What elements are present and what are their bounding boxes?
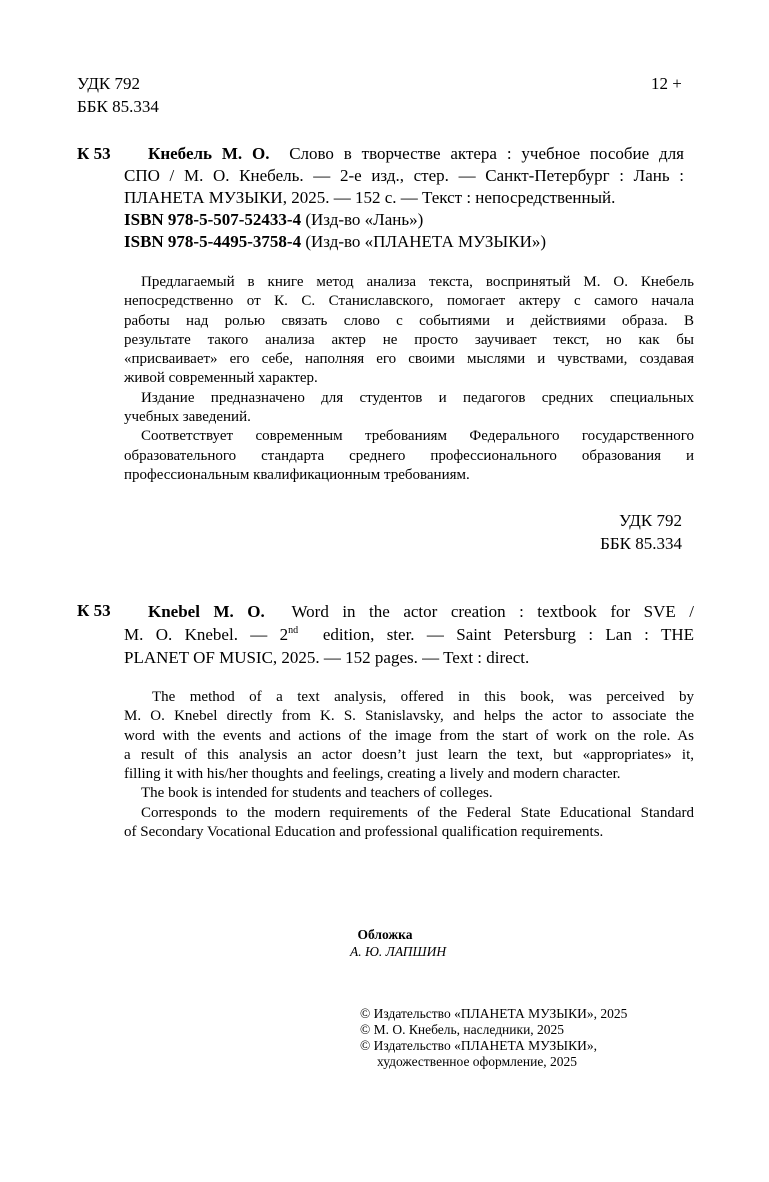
ru-abstract-p3: Соответствует современным требованиям Федерального государственного образовательного стандарта среднего профессионального образования и профессиональным квалификационным требованиям. bbox=[124, 428, 694, 483]
copyright-block bbox=[360, 1006, 680, 1070]
copyright-author: © М. О. Кнебель, наследники, 2025 bbox=[360, 1022, 565, 1037]
en-entry-line1: Knebel M. O. Word in the actor creation : textbook for SVE / bbox=[148, 602, 694, 621]
header-bbk: ББК 85.334 bbox=[77, 97, 159, 116]
cover-credit-label: Обложка bbox=[357, 927, 413, 942]
en-entry-line2: M. O. Knebel. — 2nd edition, ster. — Saint Petersburg : Lan : THE bbox=[124, 625, 694, 644]
ru-entry-code: К 53 bbox=[77, 144, 111, 163]
en-entry-author: Knebel M. O. bbox=[148, 602, 265, 621]
repeat-udk: УДК 792 bbox=[618, 511, 682, 530]
repeat-bbk: ББК 85.334 bbox=[600, 534, 682, 553]
ru-abstract-p1: Предлагаемый в книге метод анализа текста, воспринятый М. О. Кнебель непосредственно от К. С. Станиславского, помогает актеру с самого начала работы над ролью связать слово с событиями и действиями образа. В результате такого анализа актер не просто заучивает текст, но как бы «присваивает» его себе, наполняя его своими мыслями и чувствами, создавая живой современный характер. bbox=[124, 274, 694, 387]
copyright-publisher: © Издательство «ПЛАНЕТА МУЗЫКИ», 2025 bbox=[360, 1006, 628, 1021]
copyright-design: © Издательство «ПЛАНЕТА МУЗЫКИ», bbox=[360, 1038, 597, 1053]
en-entry-code: К 53 bbox=[77, 601, 111, 620]
en-entry-line3: PLANET OF MUSIC, 2025. — 152 pages. — Text : direct. bbox=[124, 648, 530, 667]
age-rating: 12 + bbox=[651, 74, 682, 93]
ru-entry-desc1: Слово в творчестве актера : учебное пособие для bbox=[289, 144, 684, 163]
copyright-design-cont: художественное оформление, 2025 bbox=[377, 1054, 578, 1069]
ru-entry-author: Кнебель М. О. bbox=[148, 144, 270, 163]
en-abstract-p3: Corresponds to the modern requirements of the Federal State Educational Standard of Secondary Vocational Education and professional qualification requirements. bbox=[124, 804, 694, 841]
en-abstract-p1: The method of a text analysis, offered in this book, was perceived by M. O. Knebel directly from K. S. Stanislavsky, and helps the actor to associate the word with the events and actions of the image from the start of work on the role. As a result of this analysis an actor doesn’t just learn the text, but «appropriates» it, filling it with his/her thoughts and feelings, creating a lively and modern character. bbox=[124, 689, 694, 783]
cover-credit-name: А. Ю. ЛАПШИН bbox=[350, 944, 447, 959]
ru-entry-line2: СПО / М. О. Кнебель. — 2-е изд., стер. — Санкт-Петербург : Лань : bbox=[124, 166, 684, 185]
en-entry bbox=[124, 600, 694, 669]
en-abstract bbox=[124, 688, 694, 842]
header-udk: УДК 792 bbox=[77, 74, 141, 93]
ru-entry-line1 bbox=[124, 143, 684, 165]
isbn-lan: ISBN 978-5-507-52433-4 (Изд-во «Лань») bbox=[124, 210, 424, 229]
ru-entry bbox=[124, 143, 684, 209]
isbn-planeta: ISBN 978-5-4495-3758-4 (Изд-во «ПЛАНЕТА МУЗЫКИ») bbox=[124, 232, 547, 251]
en-abstract-p2: The book is intended for students and teachers of colleges. bbox=[141, 785, 493, 802]
ru-abstract bbox=[124, 273, 694, 485]
ru-entry-line3: ПЛАНЕТА МУЗЫКИ, 2025. — 152 с. — Текст : непосредственный. bbox=[124, 188, 616, 207]
ru-abstract-p2: Издание предназначено для студентов и педагогов средних специальных учебных заведений. bbox=[124, 389, 694, 426]
